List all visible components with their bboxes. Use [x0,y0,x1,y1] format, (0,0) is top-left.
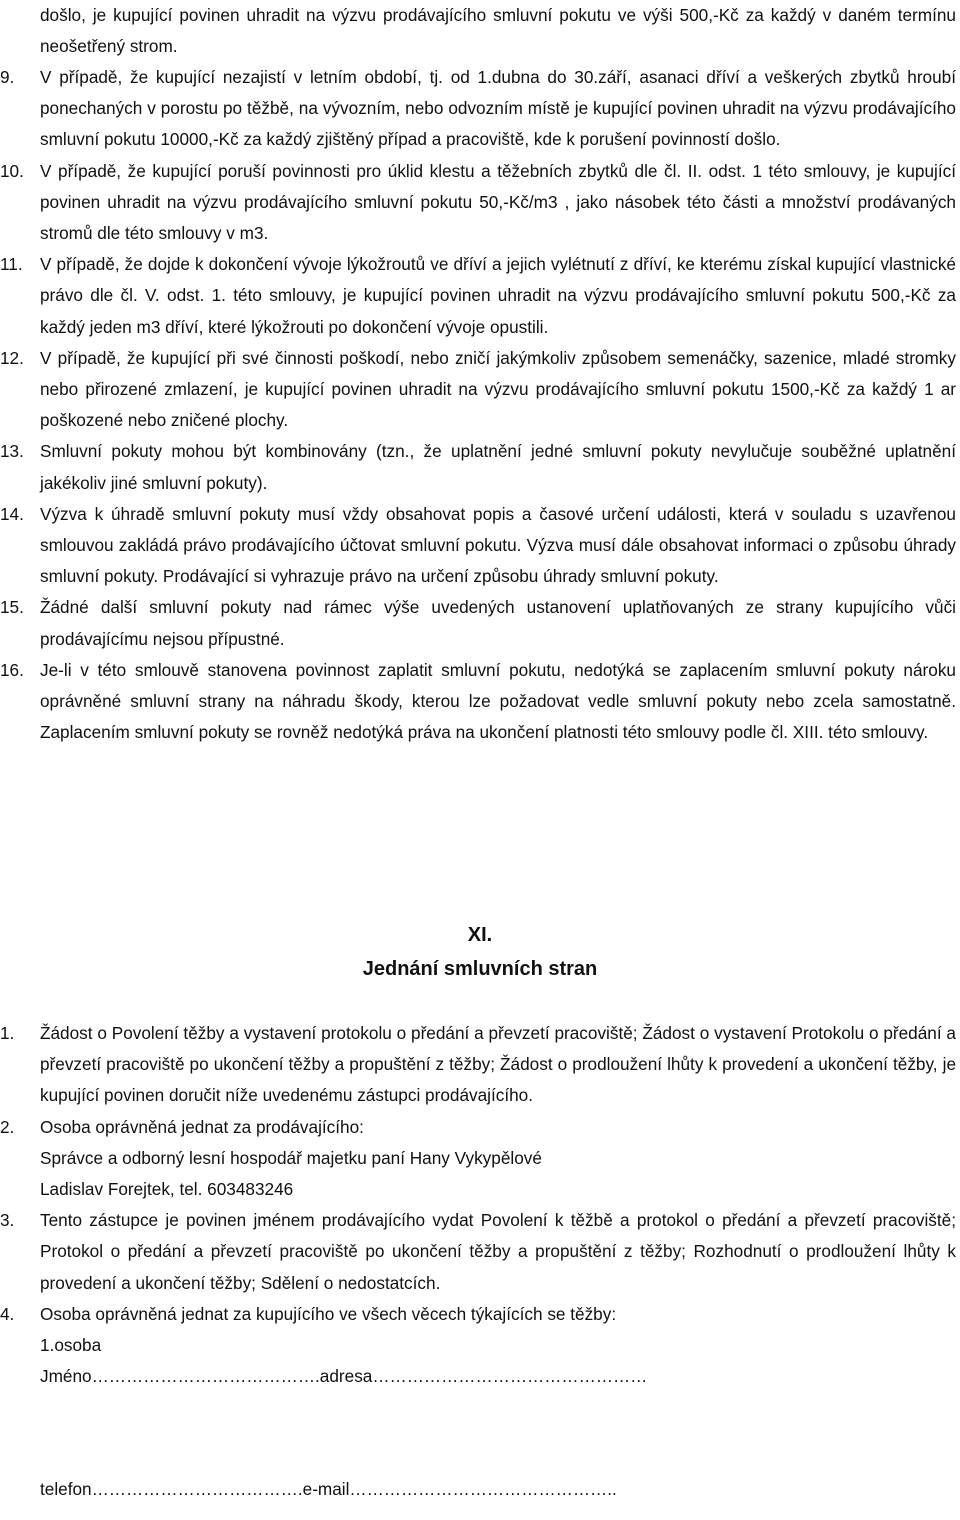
intro-text: došlo, je kupující povinen uhradit na výzvu prodávajícího smluvní pokutu ve výši 500,-Kč za každý v daném termínu neošetřený strom. [40,5,956,57]
item-text: Výzva k úhradě smluvní pokuty musí vždy obsahovat popis a časové určení události, která v souladu s uzavřenou smlouvou zakládá právo prodávajícího účtovat smluvní pokutu. Výzva musí dále obsahovat informaci o způsobu úhrady smluvní pokuty. Prodávající si vyhrazuje právo na určení způsobu úhrady smluvní pokuty. [40,503,956,587]
item-number: 13. [0,441,24,462]
item-text: Žádost o Povolení těžby a vystavení protokolu o předání a převzetí pracoviště; Žádost o vystavení Protokolu o předání a převzetí pracoviště po ukončení těžby a propuštění z těžby; Žádost o prodloužení lhůty k provedení a ukončení těžby, je kupující povinen doručit níže uvedenému zástupci prodávajícího. [40,1023,956,1106]
list-item [0,343,956,437]
list-item [0,436,956,498]
parties-list [0,1018,956,1392]
item-number: 16. [0,659,24,680]
item-number: 14. [0,503,24,524]
item-number: 3. [0,1210,15,1231]
buyer-name-address-field: Jméno………………………………….adresa………………………………………… [40,1366,648,1387]
section-title: Jednání smluvních stran [362,958,598,980]
item-number: 12. [0,347,24,368]
item-number: 1. [0,1023,15,1043]
list-item [0,156,956,250]
list-item [0,1018,956,1112]
list-item [0,1205,956,1299]
item-text: V případě, že dojde k dokončení vývoje lýkožroutů ve dříví a jejich vylétnutí z dříví, ke kterému získal kupující vlastnické právo dle čl. V. odst. 1. této smlouvy, je kupující povinen uhradit na výzvu prodávajícího smluvní pokutu 500,-Kč za každý jeden m3 dříví, které lýkožrouti po dokončení vývoje opustili. [40,254,956,337]
item-text: Tento zástupce je povinen jménem prodávajícího vydat Povolení k těžbě a protokol o předání a převzetí pracoviště; Protokol o předání a převzetí pracoviště po ukončení těžby a propuštění z těžby; Rozhodnutí o prodloužení lhůty k provedení a ukončení těžby; Sdělení o nedostatcích. [40,1210,956,1293]
buyer-phone-email-field: telefon……………………………….e-mail……………………………………….. [40,1479,617,1499]
item-text: V případě, že kupující poruší povinnosti pro úklid klestu a těžebních zbytků dle čl. II. odst. 1 této smlouvy, je kupující povinen uhradit na výzvu prodávajícího smluvní pokutu 50,-Kč/m3 , jako násobek této části a množství prodávaných stromů dle této smlouvy v m3. [40,160,956,244]
item-text: Osoba oprávněná jednat za kupujícího ve všech věcech týkajících se těžby: [40,1303,617,1324]
item-text: Žádné další smluvní pokuty nad rámec výše uvedených ustanovení uplatňovaných ze strany kupujícího vůči prodávajícímu nejsou přípustné. [40,597,956,649]
list-item [0,1299,956,1330]
list-item [0,499,956,593]
penalty-list [0,62,956,748]
list-item [0,592,956,654]
item-number: 2. [0,1116,15,1137]
list-item [0,249,956,343]
intro-continuation [0,0,956,62]
item-number: 9. [0,67,15,87]
seller-rep-line: Správce a odborný lesní hospodář majetku paní Hany Vykypělové [40,1147,542,1168]
item-number: 15. [0,597,24,618]
section-number: XI. [467,924,493,946]
list-item [0,62,956,156]
list-item [0,1112,956,1143]
item-text: Osoba oprávněná jednat za prodávajícího: [40,1116,364,1137]
list-item [0,655,956,749]
seller-rep-contact: Ladislav Forejtek, tel. 603483246 [40,1179,294,1200]
item-text: Je-li v této smlouvě stanovena povinnost zaplatit smluvní pokutu, nedotýká se zaplacením smluvní pokuty nároku oprávněné smluvní strany na náhradu škody, kterou lze požadovat vedle smluvní pokuty nebo zcela samostatně. Zaplacením smluvní pokuty se rovněž nedotýká práva na ukončení platnosti této smlouvy podle čl. XIII. této smlouvy. [40,659,956,743]
item-number: 4. [0,1303,15,1324]
item-number: 10. [0,160,24,181]
item-text: V případě, že kupující nezajistí v letním období, tj. od 1.dubna do 30.září, asanaci dříví a veškerých zbytků hroubí ponechaných v porostu po těžbě, na vývozním, nebo odvozním místě je kupující povinen uhradit na výzvu prodávajícího smluvní pokutu 10000,-Kč za každý zjištěný případ a pracoviště, kde k porušení povinností došlo. [40,67,956,150]
item-text: Smluvní pokuty mohou být kombinovány (tzn., že uplatnění jedné smluvní pokuty nevylučuje souběžné uplatnění jakékoliv jiné smluvní pokuty). [40,441,956,493]
item-number: 11. [0,254,23,275]
item-text: V případě, že kupující při své činnosti poškodí, nebo zničí jakýmkoliv způsobem semenáčky, sazenice, mladé stromky nebo přirozené zmlazení, je kupující povinen uhradit na výzvu prodávajícího smluvní pokutu 1500,-Kč za každý 1 ar poškozené nebo zničené plochy. [40,347,956,431]
buyer-person-label: 1.osoba [40,1335,102,1356]
